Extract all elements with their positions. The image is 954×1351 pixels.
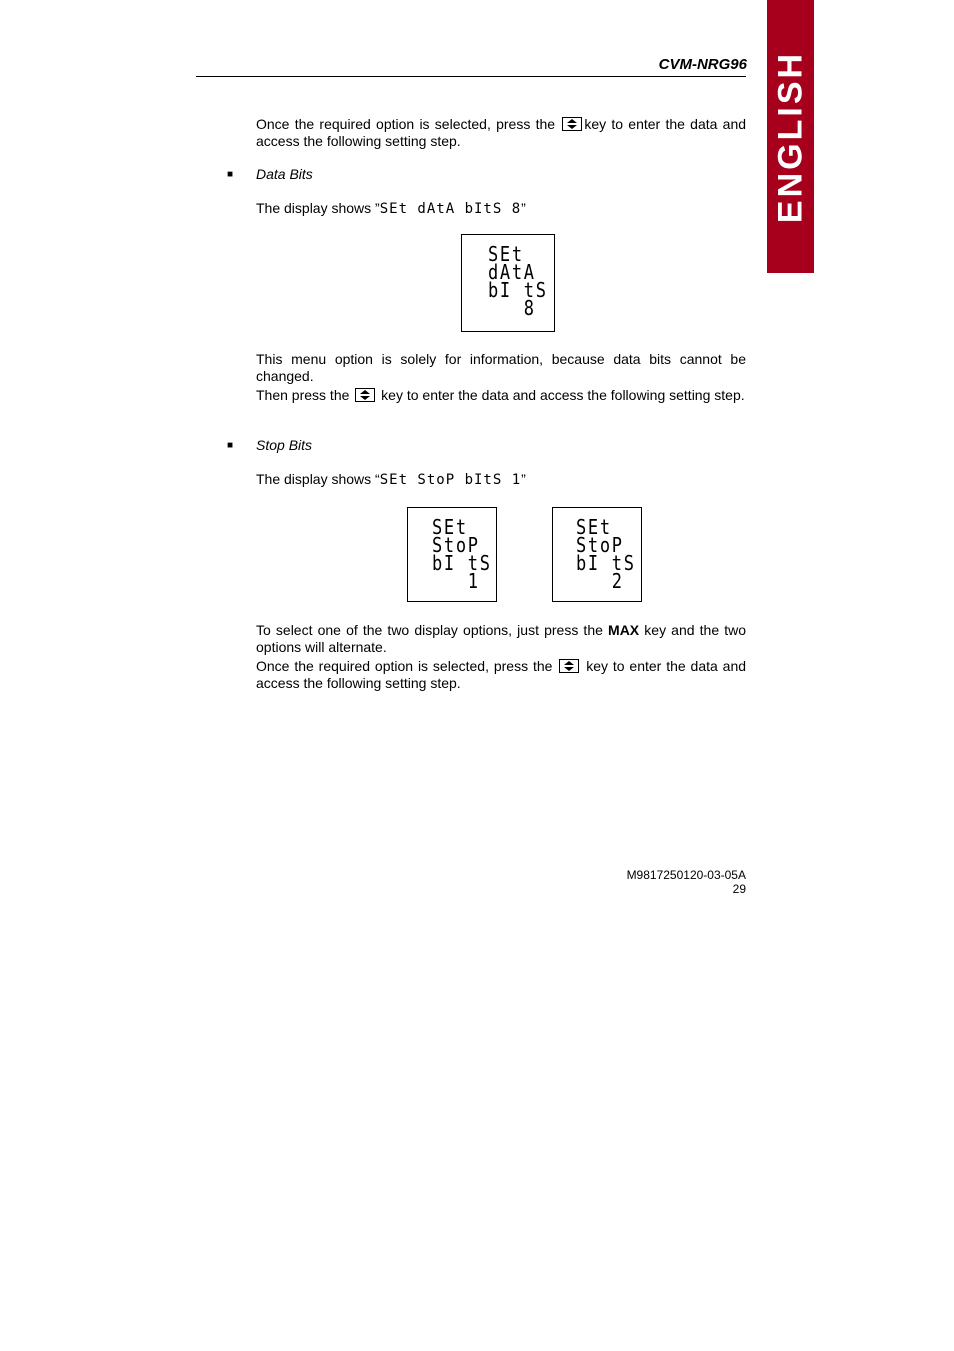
display-suffix: ” (521, 471, 526, 487)
square-bullet-icon: ■ (227, 440, 234, 451)
then-text-after: key to enter the data and access the following setting step. (381, 387, 745, 403)
page-number: 29 (732, 882, 746, 896)
lcd-line: 1 (432, 569, 480, 593)
lcd-line: StoP (432, 533, 480, 557)
display-text: SEt dAtA bItS 8 (379, 201, 522, 217)
lcd-line: 2 (576, 569, 624, 593)
select-paragraph (256, 622, 746, 656)
select-text-before: To select one of the two display options, just press the (256, 622, 603, 638)
intro-paragraph (256, 116, 746, 150)
intro-text-before: Once the required option is selected, press the (256, 116, 556, 132)
data-bits-lcd (461, 234, 555, 332)
language-tab (767, 0, 814, 273)
language-tab-label: ENGLISH (771, 50, 809, 223)
data-bits-info: This menu option is solely for information, because data bits cannot be changed. (256, 351, 746, 384)
up-down-key-icon (559, 659, 579, 673)
stop-bits-display-line (256, 471, 746, 489)
lcd-line: StoP (576, 533, 624, 557)
intro-text-after: key to enter the data and access the following setting step. (256, 116, 747, 149)
header-title: CVM-NRG96 (658, 56, 747, 73)
doc-code: M9817250120-03-05A (626, 868, 746, 882)
up-down-key-icon (355, 388, 375, 402)
up-down-key-icon (562, 117, 582, 131)
data-bits-heading: Data Bits (256, 166, 313, 182)
stop-bits-lcd-2 (552, 507, 642, 602)
lcd-line: SEt (432, 515, 468, 539)
lcd-line: bI tS (488, 278, 548, 302)
lcd-line: 8 (488, 296, 536, 320)
display-prefix: The display shows ” (256, 200, 380, 216)
select-text-after: key and the two options will alternate. (256, 622, 747, 655)
once-paragraph (256, 658, 746, 692)
data-bits-display-line (256, 200, 746, 218)
header-rule (196, 76, 746, 77)
lcd-line: bI tS (576, 551, 636, 575)
stop-bits-heading: Stop Bits (256, 437, 313, 453)
lcd-line: SEt (488, 242, 524, 266)
lcd-line: dAtA (488, 260, 536, 284)
stop-bits-lcd-1 (407, 507, 497, 602)
max-key-label: MAX (608, 622, 640, 638)
footer (627, 868, 746, 896)
lcd-line: bI tS (432, 551, 492, 575)
once-text-after: key to enter the data and access the following setting step. (256, 658, 747, 691)
display-suffix: ” (521, 200, 526, 216)
once-text-before: Once the required option is selected, press the (256, 658, 553, 674)
data-bits-then (256, 387, 746, 404)
square-bullet-icon: ■ (227, 169, 234, 180)
display-text: SEt StoP bItS 1 (379, 472, 522, 488)
display-prefix: The display shows “ (256, 471, 380, 487)
then-text-before: Then press the (256, 387, 350, 403)
lcd-line: SEt (576, 515, 612, 539)
